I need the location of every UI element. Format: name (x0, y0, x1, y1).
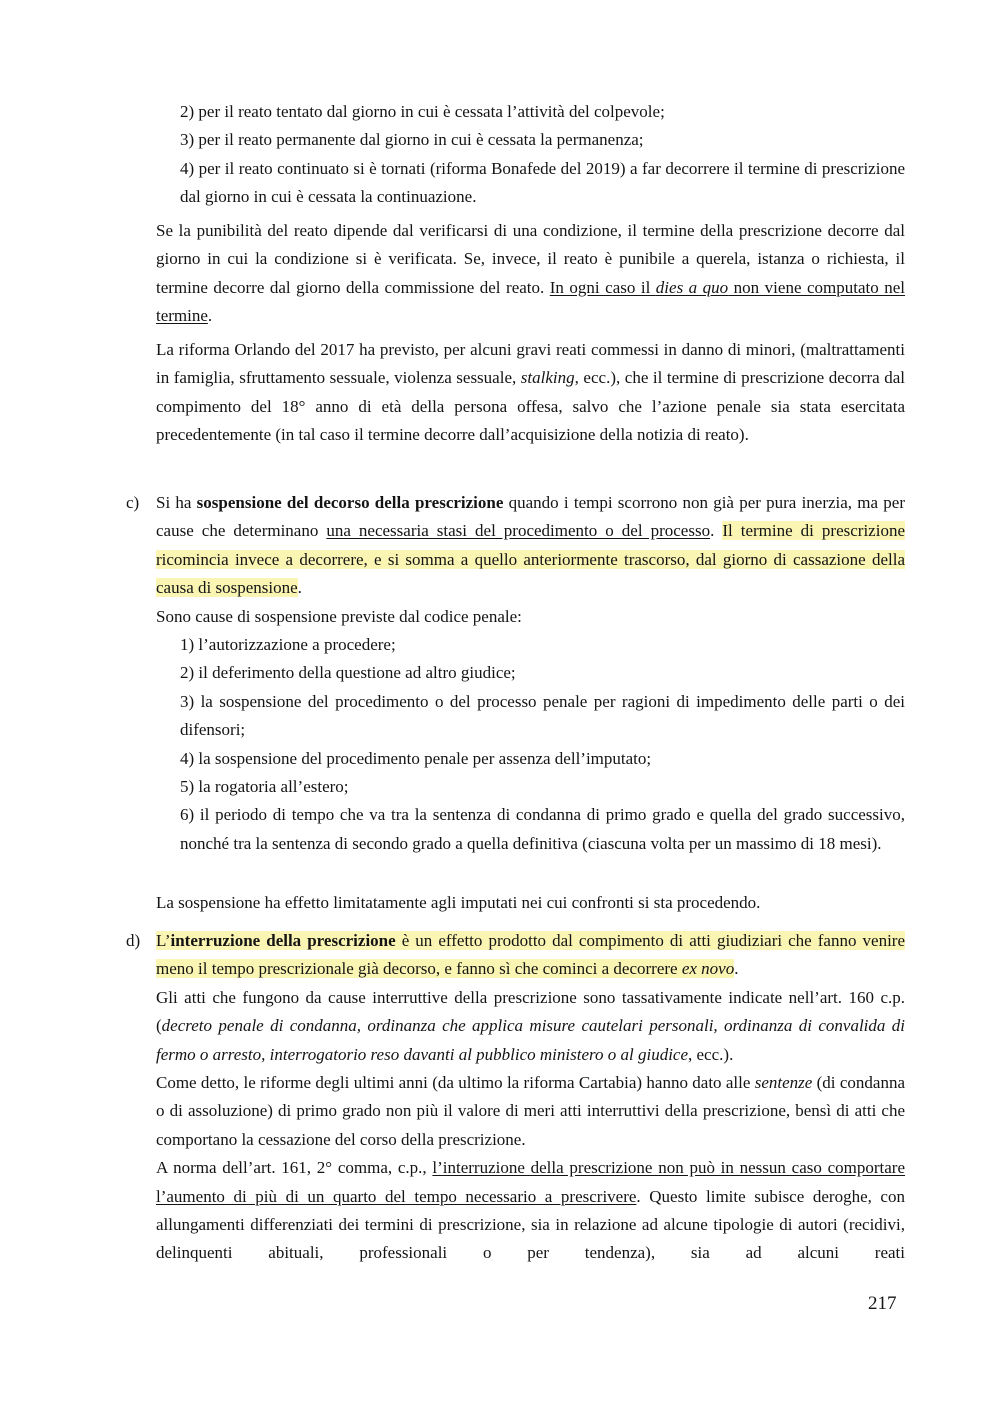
paragraph-text (156, 217, 905, 331)
text-span: è un effetto prodotto dal compimento di atti giudiziari che fanno venire meno il tempo prescrizionale già decorso, e fanno sì che cominci a decorrere (156, 931, 905, 979)
paragraph-text (156, 489, 905, 603)
text-span: Come detto, le riforme degli ultimi anni (da ultimo la riforma Cartabia) hanno dato alle (156, 1073, 755, 1093)
section-d (156, 927, 905, 1268)
list-intro: Sono cause di sospensione previste dal codice penale: (156, 606, 522, 626)
paragraph-orlando (156, 336, 905, 450)
text-span: Gli atti che fungono da cause interruttive della prescrizione sono tassativamente indicate nell’art. 160 c.p. ( (156, 987, 905, 1036)
text-span: , ecc.). (688, 1044, 734, 1064)
text-span: L’ (156, 931, 171, 950)
section-c-closing (156, 889, 905, 917)
italic-text: sentenze (754, 1073, 813, 1093)
list-item: 2) il deferimento della questione ad altro giudice; (180, 663, 516, 683)
section-marker-c: c) (126, 493, 140, 512)
text-span: , ecc.), che il termine di prescrizione decorra dal compimento del 18° anno di età della persona offesa, salvo che l’azione penale sia stata esercitata precedentemente (in tal caso il termine decorre dall’acquisizione della notizia di reato). (156, 368, 905, 445)
underlined-text: una necessaria stasi del procedimento o del processo (326, 521, 711, 541)
text-span: . Questo limite subisce deroghe, con allungamenti differenziati dei termini di prescrizione, sia in relazione ad alcune tipologie di autori (recidivi, delinquenti abituali, professionali o per tendenza), sia ad alcuni reati (156, 1186, 905, 1263)
paragraph-text (156, 984, 905, 1069)
highlighted-text: Il termine di prescrizione ricomincia invece a decorrere, e si somma a quello anteriormente trascorso, dal giorno di cassazione della causa di sospensione (156, 521, 905, 598)
text-span: . (207, 306, 213, 326)
text-span: quando i tempi scorrono non già per pura inerzia, ma per cause che determinano (156, 493, 905, 541)
list-top (180, 98, 905, 212)
list-item: 6) il periodo di tempo che va tra la sentenza di condanna di primo grado e quella del grado successivo, nonché tra la sentenza di secondo grado a quella definitiva (ciascuna volta per un massimo di 18 mesi). (180, 805, 905, 853)
text-span: In ogni caso il (549, 277, 656, 297)
text-span: Si ha (156, 493, 197, 512)
paragraph-text (156, 1069, 905, 1154)
paragraph-text: La sospensione ha effetto limitatamente agli imputati nei cui confronti si sta procedendo. (156, 893, 761, 912)
text-span: A norma dell’art. 161, 2° comma, c.p., (156, 1158, 433, 1178)
text-span: . (734, 959, 739, 979)
list-item: 3) per il reato permanente dal giorno in cui è cessata la permanenza; (180, 130, 644, 150)
text-span: (di condanna o di assoluzione) di primo grado non più il valore di meri atti interruttivi della prescrizione, bensì di atti che comportano la cessazione del corso della prescrizione. (156, 1073, 905, 1149)
section-marker-d: d) (126, 931, 141, 950)
text-span: Se la punibilità del reato dipende dal verificarsi di una condizione, il termine della prescrizione decorre dal giorno in cui la condizione si è verificata. Se, invece, il reato è punibile a querela, istanza o richiesta, il termine decorre dal giorno della commissione del reato. (156, 221, 905, 297)
italic-text: ex novo (681, 959, 735, 979)
text-span: La riforma Orlando del 2017 ha previsto, per alcuni gravi reati commessi in danno di minori, (maltrattamenti in famiglia, sfruttamento sessuale, violenza sessuale, (156, 340, 905, 388)
bold-term: interruzione della prescrizione (170, 931, 396, 950)
list-item: 1) l’autorizzazione a procedere; (180, 635, 396, 654)
list-item: 2) per il reato tentato dal giorno in cui è cessata l’attività del colpevole; (180, 102, 665, 121)
italic-text: decreto penale di condanna, ordinanza che applica misure cautelari personali, ordinanza di convalida di fermo o arresto, interrogatorio reso davanti al pubblico ministero o al giudice (156, 1016, 905, 1064)
paragraph-text (156, 336, 905, 450)
text-span: . (710, 521, 723, 541)
list-item: 4) la sospensione del procedimento penale per assenza dell’imputato; (180, 748, 652, 768)
list-sospensione (180, 631, 905, 858)
bold-term: sospensione del decorso della prescrizione (196, 493, 504, 512)
paragraph-text (156, 1154, 905, 1268)
page-number: 217 (868, 1293, 897, 1314)
italic-text: dies a quo (655, 277, 729, 297)
italic-text: stalking (520, 368, 575, 388)
text-span: non viene computato nel termine (156, 277, 906, 326)
list-item: 4) per il reato continuato si è tornati (riforma Bonafede del 2019) a far decorrere il termine di prescrizione dal giorno in cui è cessata la continuazione. (180, 158, 905, 207)
paragraph-condizione (156, 217, 905, 331)
list-item: 3) la sospensione del procedimento o del processo penale per ragioni di impedimento delle parti o dei difensori; (180, 691, 905, 740)
list-item: 5) la rogatoria all’estero; (180, 777, 349, 797)
paragraph-text (156, 927, 905, 984)
highlighted-text (156, 931, 905, 978)
text-span: . (297, 578, 302, 598)
underlined-text: l’interruzione della prescrizione non può in nessun caso comportare l’aumento di più di un quarto del tempo necessario a prescrivere (156, 1158, 906, 1206)
section-c (156, 489, 905, 631)
